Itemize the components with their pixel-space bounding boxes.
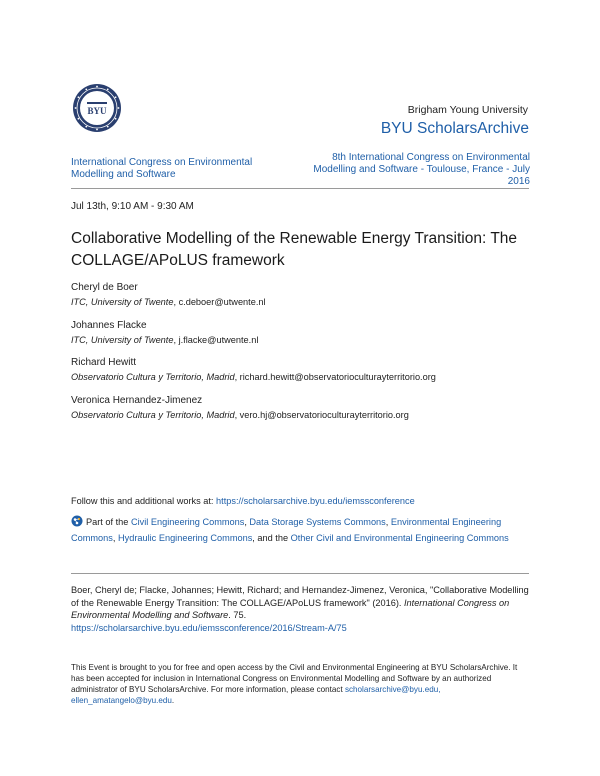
recommended-citation: Boer, Cheryl de; Flacke, Johannes; Hewitt, Richard; and Hernandez-Jimenez, Veronica, "Collaborative Modelling of the Renewable Energy Transition: The COLLAGE/APoLUS framework" (2016). International Congress on Environmental Modelling and Software. 75. https://scholarsarchive.byu.edu/iemssconference/2016/Stream-A/75 <box>71 585 529 633</box>
scholarsarchive-link[interactable]: BYU ScholarsArchive <box>380 120 529 137</box>
author-block <box>71 395 409 420</box>
author-block <box>71 282 266 307</box>
author-block <box>71 320 258 345</box>
divider <box>71 188 529 189</box>
author-affiliation: Observatorio Cultura y Territorio, Madrid, vero.hj@observatorioculturayterritorio.org <box>71 410 409 420</box>
follow-url-link[interactable]: https://scholarsarchive.byu.edu/iemssconference <box>216 496 415 506</box>
paper-title: Collaborative Modelling of the Renewable Energy Transition: The COLLAGE/APoLUS framework <box>71 230 518 269</box>
commons-link[interactable]: Other Civil and Environmental Engineering Commons <box>290 533 509 543</box>
author-name: Richard Hewitt <box>71 357 137 368</box>
author-name: Veronica Hernandez-Jimenez <box>71 395 203 406</box>
byu-seal-logo <box>72 83 122 133</box>
citation-url-link[interactable]: https://scholarsarchive.byu.edu/iemssconference/2016/Stream-A/75 <box>71 622 347 633</box>
session-time: Jul 13th, 9:10 AM - 9:30 AM <box>71 201 194 212</box>
commons-link[interactable]: Environmental Engineering Commons <box>71 517 502 543</box>
commons-link[interactable]: Data Storage Systems Commons <box>249 517 386 527</box>
commons-link[interactable]: Hydraulic Engineering Commons <box>117 533 253 543</box>
author-affiliation: ITC, University of Twente, c.deboer@utwente.nl <box>71 297 266 307</box>
author-name: Cheryl de Boer <box>71 282 138 293</box>
author-affiliation: ITC, University of Twente, j.flacke@utwente.nl <box>71 335 259 345</box>
part-of-commons: Part of the Civil Engineering Commons, Data Storage Systems Commons, Environmental Engineering Commons, Hydraulic Engineering Commons, and the Other Civil and Environmental Engineering Commons <box>71 517 509 543</box>
divider <box>71 573 529 574</box>
follow-line: Follow this and additional works at: https://scholarsarchive.byu.edu/iemssconference <box>71 496 415 506</box>
contact-email-link[interactable]: scholarsarchive@byu.edu, ellen_amatangelo@byu.edu <box>71 685 441 705</box>
network-icon <box>71 515 83 527</box>
author-affiliation: Observatorio Cultura y Territorio, Madrid, richard.hewitt@observatorioculturayterritorio.org <box>71 372 436 382</box>
svg-text:BYU: BYU <box>87 106 107 116</box>
author-name: Johannes Flacke <box>71 320 147 331</box>
commons-link[interactable]: Civil Engineering Commons <box>130 517 245 527</box>
access-notice: This Event is brought to you for free and open access by the Civil and Environmental Engineering at BYU ScholarsArchive. It has been accepted for inclusion in International Congress on Environmental Modelling and Software by an authorized administrator of BYU ScholarsArchive. For more information, please contact scholarsarchive@byu.edu, ellen_amatangelo@byu.edu. <box>71 663 518 705</box>
author-block <box>71 357 436 382</box>
series-link-right[interactable]: 8th International Congress on Environmental Modelling and Software - Toulouse, France - July 2016 <box>313 152 530 187</box>
series-link-left[interactable]: International Congress on Environmental Modelling and Software <box>71 157 253 180</box>
institution-name: Brigham Young University <box>407 104 528 116</box>
